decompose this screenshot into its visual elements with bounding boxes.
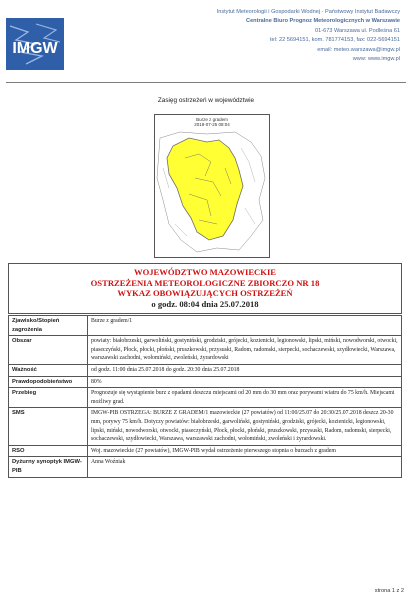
row-key: SMS [9,408,88,445]
phone-fax: tel: 22 5694151, kom. 781774153, fax: 022-5694151 [269,37,400,44]
institute-name: Instytut Meteorologii i Gospodarki Wodnej - Państwowy Instytut Badawczy [216,9,400,15]
row-value: IMGW-PIB OSTRZEGA: BURZE Z GRADEM/1 mazowieckie (27 powiatów) od 11:00/25.07 do 20:30/25.07.2018 deszcz 20-30 mm, porywy 75 km/h. Dotyczy powiatów: białobrzeski, garwoliński, gostyniński, grodziski, grójecki, kozienicki, legionowski, lipski, miński, nowodworski, otwocki, piaseczyński, Płock, płocki, płoński, pruszkowski, przysuski, Radom, radomski, sierpecki, sochaczewski, szydłowiecki, Warszawa, warszawski zachodni, wołomiński, zwoleński i żyrardowski. [88,408,402,445]
map-caption: Burze z gradem [196,117,228,122]
row-value: Woj. mazowieckie (27 powiatów), IMGW-PIB wydał ostrzeżenie pierwszego stopnia o burzach z gradem [88,445,402,457]
row-value: od godz. 11:00 dnia 25.07.2018 do godz. 20:30 dnia 25.07.2018 [88,364,402,376]
row-key: Ważność [9,364,88,376]
row-key: RSO [9,445,88,457]
table-row [9,457,402,477]
svg-text:IMGW: IMGW [12,40,58,57]
issue-time: o godz. 08:04 dnia 25.07.2018 [151,298,259,309]
table-row [9,316,402,336]
website: www: www.imgw.pl [352,56,400,63]
row-value: Anna Woźniak [88,457,402,477]
institution-header [217,8,400,64]
row-value: Burze z gradem/1 [88,316,402,336]
row-value: powiaty: białobrzeski, garwoliński, gostyniński, grodziski, grójecki, kozienicki, legionowski, lipski, miński, nowodworski, otwocki, piaseczyński, Płock, płocki, płoński, pruszkowski, przysuski, Radom, radomski, sierpecki, sochaczewski, szydłowiecki, Warszawa, warszawski zachodni, wołomiński, zwoleński, żyrardowski [88,336,402,365]
table-row [9,376,402,388]
office-name: Centralne Biuro Prognoz Meteorologicznych w Warszawie [246,18,400,25]
row-key: Obszar [9,336,88,365]
row-key: Dyżurny synoptyk IMGW-PIB [9,457,88,477]
table-row [9,445,402,457]
header-divider [6,82,406,83]
voivodeship-map-graphic [155,128,269,256]
bulletin-number: OSTRZEŻENIA METEOROLOGICZNE ZBIORCZO NR 18 [90,277,320,288]
warning-map [154,114,270,258]
map-timestamp: 2018-07-25 08:04 [194,122,230,127]
warnings-list-title: WYKAZ OBOWIĄZUJĄCYCH OSTRZEŻEŃ [117,288,293,298]
row-key: Zjawisko/Stopień zagrożenia [9,316,88,336]
table-row [9,364,402,376]
row-value: Prognozuje się wystąpienie burz z opadami deszczu miejscami od 20 mm do 30 mm oraz porywami wiatru do 75 km/h. Miejscami możliwy grad. [88,388,402,408]
warning-details-table [8,315,402,478]
imgw-logo [6,18,64,70]
row-key: Przebieg [9,388,88,408]
email: email: meteo.warszawa@imgw.pl [317,46,400,53]
warning-title-box [8,263,402,314]
address: 01-673 Warszawa ul. Podleśna 61 [315,27,400,34]
row-value: 80% [88,376,402,388]
map-title: Zasięg ostrzeżeń w województwie [157,97,255,104]
table-row [9,388,402,408]
table-row [9,336,402,365]
voivodeship-title: WOJEWÓDZTWO MAZOWIECKIE [133,267,277,277]
table-row [9,408,402,445]
page-number: strona 1 z 2 [374,588,404,594]
row-key: Prawdopodobieństwo [9,376,88,388]
